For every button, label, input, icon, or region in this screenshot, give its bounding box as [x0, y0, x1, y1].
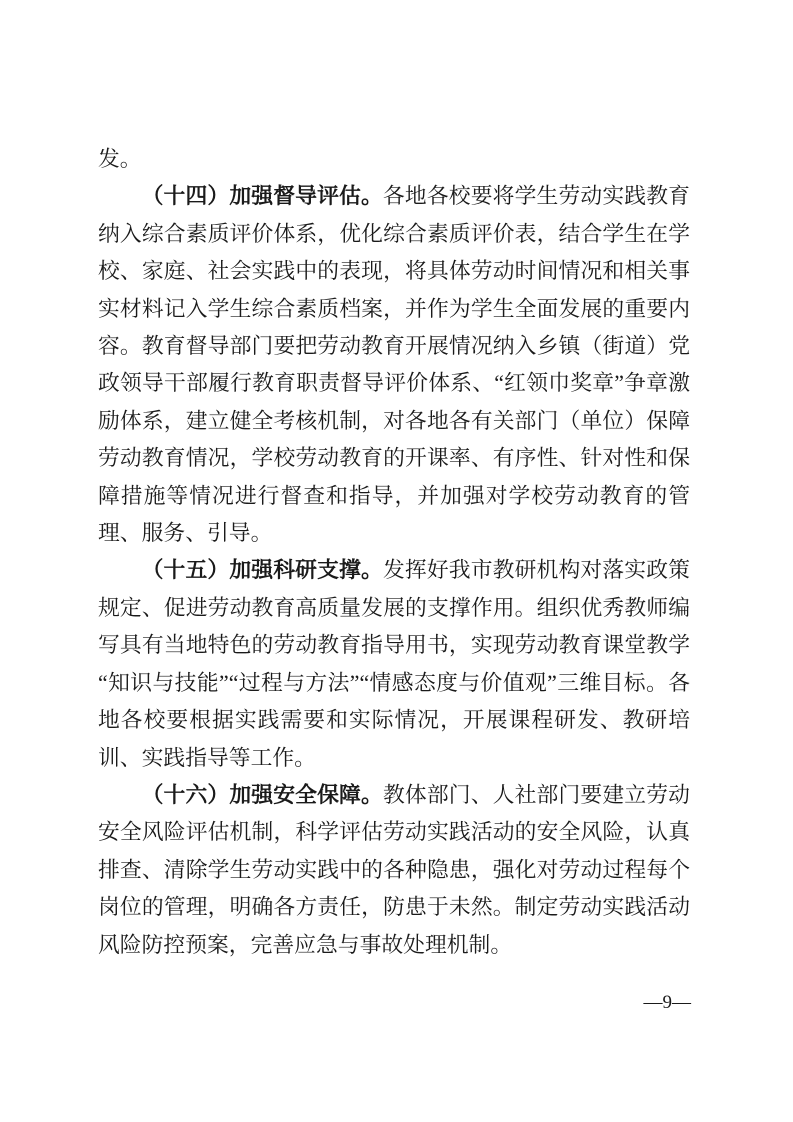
section-15-heading: （十五）加强科研支撑。: [141, 558, 383, 583]
paragraph-text: 各地各校要将学生劳动实践教育纳入综合素质评价体系，优化综合素质评价表，结合学生在学校、家庭、社会实践中的表现，将具体劳动时间情况和相关事实材料记入学生综合素质档案，并作为学生全面发展的重要内容。教育督导部门要把劳动教育开展情况纳入乡镇（街道）党政领导干部履行教育职责督导评价体系、“红领巾奖章”争章激励体系，建立健全考核机制，对各地各有关部门（单位）保障劳动教育情况，学校劳动教育的开课率、有序性、针对性和保障措施等情况进行督查和指导，并加强对学校劳动教育的管理、服务、引导。: [98, 184, 690, 546]
paragraph-continuation: [98, 141, 690, 178]
paragraph-text: 教体部门、人社部门要建立劳动安全风险评估机制，科学评估劳动实践活动的安全风险，认真排查、清除学生劳动实践中的各种隐患，强化对劳动过程每个岗位的管理，明确各方责任，防患于未然。制定劳动实践活动风险防控预案，完善应急与事故处理机制。: [98, 782, 690, 957]
paragraph-section-14: [98, 178, 690, 552]
section-14-heading: （十四）加强督导评估。: [141, 184, 383, 209]
section-16-heading: （十六）加强安全保障。: [141, 782, 383, 807]
paragraph-text: 发挥好我市教研机构对落实政策规定、促进劳动教育高质量发展的支撑作用。组织优秀教师编写具有当地特色的劳动教育指导用书，实现劳动教育课堂教学“知识与技能”“过程与方法”“情感态度与价值观”三维目标。各地各校要根据实践需要和实际情况，开展课程研发、教研培训、实践指导等工作。: [98, 558, 690, 770]
page-number: —9—: [643, 992, 691, 1013]
paragraph-section-16: [98, 777, 690, 964]
document-body: [98, 141, 690, 964]
paragraph-section-15: [98, 552, 690, 776]
paragraph-text: 发。: [98, 147, 142, 171]
